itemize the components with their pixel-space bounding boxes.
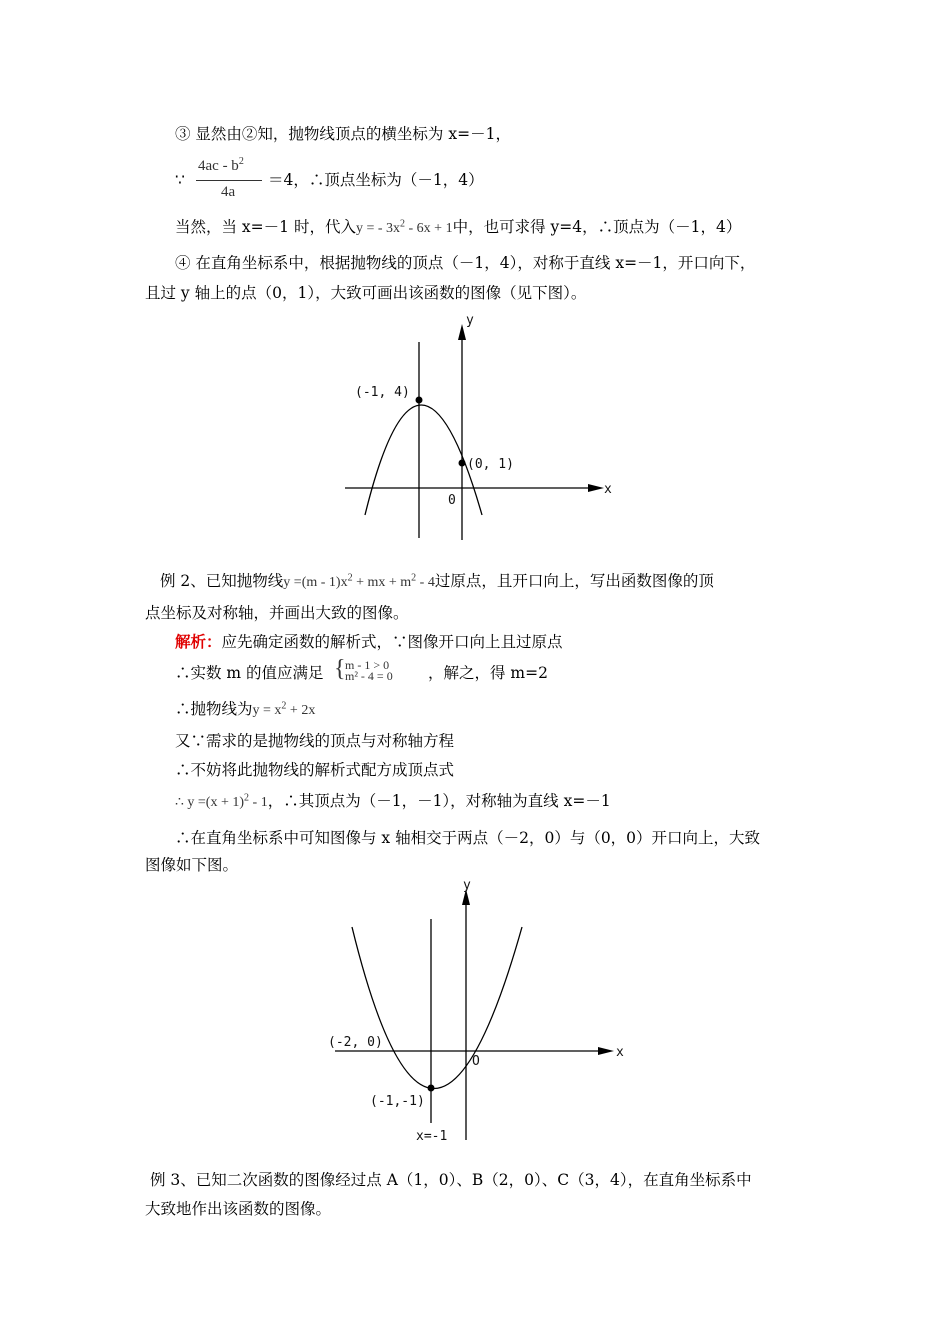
vertex-form-formula: ∴ $y =(x + 1)^2 - 1$ bbox=[175, 792, 268, 810]
need-line: 又∵需求的是抛物线的顶点与对称轴方程 bbox=[175, 732, 455, 750]
fig2-origin-label: O bbox=[472, 1054, 480, 1069]
fig1-y-arrow bbox=[458, 324, 466, 340]
fig2-x-label: x bbox=[616, 1045, 624, 1060]
substitute-text-a: 当然，当 x=－1 时，代入 bbox=[175, 218, 356, 236]
fig1-parabola bbox=[365, 405, 482, 515]
parabola-expression-formula: $y = x^2 + 2x$ bbox=[252, 700, 316, 718]
example2-text-b: 过原点，且开口向上，写出函数图像的顶 bbox=[434, 572, 714, 590]
fig1-origin-label: 0 bbox=[448, 493, 456, 508]
parabola-expression-text: ∴抛物线为 bbox=[175, 700, 253, 718]
fig2-vertex-label: (-1,-1) bbox=[370, 1094, 425, 1109]
conclusion-line-cont: 图像如下图。 bbox=[145, 856, 239, 874]
vertex-form-result-line bbox=[175, 791, 611, 813]
fig1-x-arrow bbox=[588, 484, 604, 492]
vertex-form-line: ∴不妨将此抛物线的解析式配方成顶点式 bbox=[175, 761, 455, 779]
example2-formula: $y =(m - 1)x^2$ + mx + $m^2 - 4$ bbox=[283, 572, 435, 590]
conclusion-line: ∴在直角坐标系中可知图像与 x 轴相交于两点（－2，0）与（0，0）开口向上，大致 bbox=[175, 829, 761, 847]
vertex-coordinate-line: ＝4，∴顶点坐标为（－1，4） bbox=[268, 171, 484, 189]
fig2-x-arrow bbox=[598, 1047, 614, 1055]
m-solution-text: ，解之，得 m=2 bbox=[428, 664, 548, 682]
fig2-parabola bbox=[352, 927, 522, 1089]
numerator-text: 4ac - b bbox=[198, 158, 239, 174]
fig1-intercept-point bbox=[459, 460, 466, 467]
m-condition-text: ∴实数 m 的值应满足 bbox=[175, 664, 324, 682]
example2-line bbox=[160, 571, 714, 593]
brace-symbol: { bbox=[334, 656, 346, 682]
fig1-intercept-label: (0, 1) bbox=[467, 457, 514, 472]
example2-text-a: 例 2、已知抛物线 bbox=[160, 572, 284, 590]
fig1-x-label: x bbox=[604, 482, 612, 497]
brace-top-condition: m - 1 > 0 bbox=[345, 658, 390, 672]
example3-line: 例 3、已知二次函数的图像经过点 A（1，0）、B（2，0）、C（3，4），在直角坐标系中 bbox=[150, 1171, 752, 1189]
step4-line: ④ 在直角坐标系中，根据抛物线的顶点（－1，4），对称于直线 x=－1，开口向下， bbox=[175, 254, 756, 272]
parabola-expression-line bbox=[175, 699, 315, 721]
step4-line-cont: 且过 y 轴上的点（0，1），大致可画出该函数的图像（见下图）。 bbox=[145, 284, 587, 302]
fig2-y-label: y bbox=[463, 878, 471, 893]
figure1-parabola-down bbox=[330, 310, 630, 550]
vertex-form-result-text: ，∴其顶点为（－1，－1），对称轴为直线 x=－1 bbox=[267, 792, 611, 810]
substitute-line bbox=[175, 217, 741, 239]
fig1-vertex-point bbox=[416, 397, 423, 404]
brace-bottom-condition: m² - 4 = 0 bbox=[345, 669, 393, 683]
fraction-bar bbox=[196, 180, 262, 181]
example2-line-cont: 点坐标及对称轴，并画出大致的图像。 bbox=[145, 604, 409, 622]
fraction-denominator: 4a bbox=[221, 184, 236, 200]
fig2-root-label: (-2, 0) bbox=[328, 1035, 383, 1050]
fig2-axis-label: x=-1 bbox=[416, 1129, 448, 1144]
analysis-text: 应先确定函数的解析式，∵图像开口向上且过原点 bbox=[221, 633, 563, 651]
substitute-text-b: 中，也可求得 y=4，∴顶点为（－1，4） bbox=[452, 218, 742, 236]
fig1-y-label: y bbox=[466, 313, 474, 328]
figure2-parabola-up bbox=[320, 875, 650, 1145]
step3-line: ③ 显然由②知，抛物线顶点的横坐标为 x=－1， bbox=[175, 125, 511, 143]
numerator-exponent: 2 bbox=[238, 156, 244, 167]
analysis-label: 解析： bbox=[175, 632, 222, 651]
analysis-line bbox=[175, 632, 563, 652]
example3-line-cont: 大致地作出该函数的图像。 bbox=[145, 1200, 332, 1218]
fig1-vertex-label: (-1, 4) bbox=[355, 385, 410, 400]
fraction-numerator bbox=[198, 158, 244, 175]
substitute-formula: y = - $3x^2 - 6x + 1$ bbox=[355, 218, 453, 236]
fig2-vertex-point bbox=[428, 1085, 435, 1092]
because-symbol: ∵ bbox=[175, 171, 185, 189]
